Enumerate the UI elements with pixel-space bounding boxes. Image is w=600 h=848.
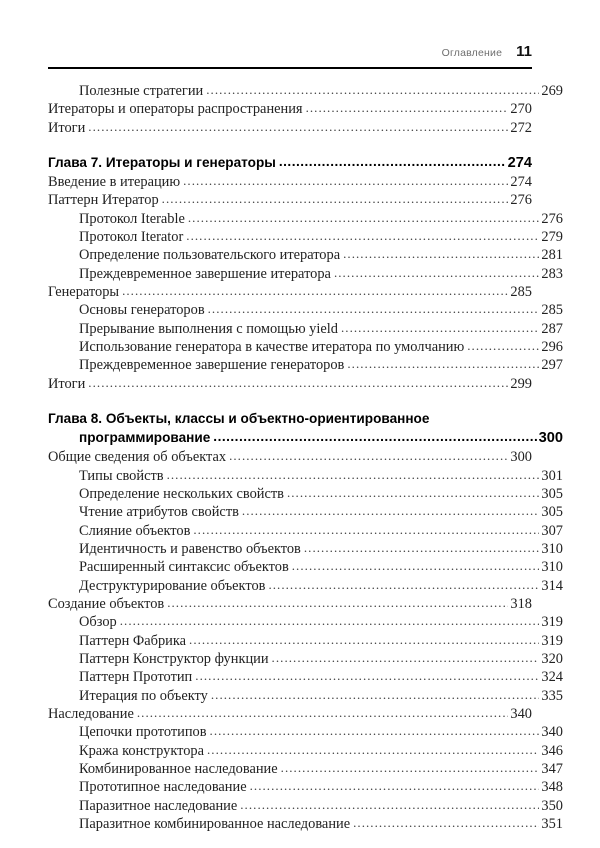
leader-dots: [347, 355, 539, 373]
toc-entry-page: 272: [510, 119, 532, 136]
header-rule: [48, 67, 532, 69]
leader-dots: [88, 118, 508, 136]
toc-entry-label: Типы свойств: [79, 467, 164, 484]
toc-entry-page: 287: [541, 320, 563, 337]
toc-entry-label: Протокол Iterable: [79, 210, 185, 227]
toc-entry-row[interactable]: [48, 375, 532, 393]
toc-chapter-row[interactable]: [48, 153, 532, 173]
leader-dots: [279, 152, 506, 171]
toc-entry-page: 319: [541, 632, 563, 649]
toc-entry-label: Паттерн Прототип: [79, 669, 193, 686]
toc-entry-row[interactable]: [48, 283, 532, 301]
toc-entry-label: Итоги: [48, 119, 86, 136]
toc-entry-page: 270: [510, 101, 532, 118]
toc-entry-page: 310: [541, 559, 563, 576]
leader-dots: [183, 172, 508, 190]
page-folio: 11: [516, 43, 532, 60]
toc-entry-label: Паттерн Фабрика: [79, 632, 187, 649]
leader-dots: [210, 722, 540, 740]
toc-entry-page: 300: [510, 449, 532, 466]
toc-entry-label: программирование: [79, 430, 211, 446]
toc-entry-label: Слияние объектов: [79, 522, 191, 539]
toc-entry-row[interactable]: [48, 632, 563, 650]
leader-dots: [268, 576, 539, 594]
toc-entry-label: Определение пользовательского итератора: [79, 247, 341, 264]
toc-entry-page: 279: [541, 229, 563, 246]
toc-entry-label: Итераторы и операторы распространения: [48, 101, 303, 118]
toc-entry-row[interactable]: [48, 668, 563, 686]
toc-entry-row[interactable]: [48, 210, 563, 228]
toc-entry-page: 318: [510, 595, 532, 612]
leader-dots: [167, 594, 508, 612]
toc-entry-row[interactable]: [48, 650, 563, 668]
toc-entry-row[interactable]: [48, 742, 563, 760]
toc-entry-label: Протокол Iterator: [79, 229, 184, 246]
leader-dots: [211, 686, 540, 704]
leader-dots: [341, 319, 539, 337]
toc-entry-row[interactable]: [48, 448, 532, 466]
toc-entry-row[interactable]: [48, 503, 563, 521]
toc-entry-row[interactable]: [48, 100, 532, 118]
toc-chapter-row[interactable]: [48, 428, 563, 448]
leader-dots: [272, 649, 540, 667]
toc-entry-row[interactable]: [48, 778, 563, 796]
leader-dots: [88, 374, 508, 392]
toc-entry-page: 305: [541, 485, 563, 502]
toc-entry-page: 269: [541, 83, 563, 99]
toc-entry-label: Паттерн Итератор: [48, 192, 159, 209]
toc-entry-row[interactable]: [48, 467, 563, 485]
toc-entry-row[interactable]: [48, 301, 563, 319]
toc-entry-row[interactable]: [48, 613, 563, 631]
toc-entry-row[interactable]: [48, 485, 563, 503]
toc-entry-row[interactable]: [48, 687, 563, 705]
leader-dots: [229, 447, 508, 465]
leader-dots: [208, 300, 540, 318]
toc-entry-row[interactable]: [48, 723, 563, 741]
toc-entry-page: 319: [541, 614, 563, 631]
toc-entry-page: 299: [510, 375, 532, 392]
toc-entry-label: Преждевременное завершение итератора: [79, 265, 331, 282]
toc-entry-row[interactable]: [48, 760, 563, 778]
leader-dots: [120, 612, 540, 630]
toc-entry-page: 296: [541, 339, 563, 356]
toc-entry-label: Комбинированное наследование: [79, 761, 278, 777]
toc-chapter-heading[interactable]: [48, 409, 532, 428]
toc-entry-label: Идентичность и равенство объектов: [79, 540, 301, 557]
table-of-contents: [48, 82, 563, 833]
running-head-title: Оглавление: [441, 47, 503, 59]
toc-entry-page: 300: [538, 430, 563, 447]
leader-dots: [304, 539, 540, 557]
leader-dots: [195, 667, 539, 685]
toc-entry-label: Паттерн Конструктор функции: [79, 650, 269, 667]
toc-entry-page: 301: [541, 467, 563, 484]
toc-entry-row[interactable]: [48, 595, 532, 613]
toc-entry-row[interactable]: [48, 265, 563, 283]
leader-dots: [292, 557, 540, 575]
toc-entry-label: Глава 8. Объекты, классы и объектно-ориентированное: [48, 411, 430, 427]
toc-entry-page: 274: [510, 174, 532, 191]
toc-entry-page: 285: [541, 302, 563, 319]
toc-entry-page: 320: [541, 650, 563, 667]
toc-entry-label: Паразитное наследование: [79, 797, 238, 814]
toc-entry-page: 335: [541, 687, 563, 704]
toc-entry-label: Прототипное наследование: [79, 779, 247, 796]
toc-entry-page: 285: [510, 284, 532, 301]
toc-entry-row[interactable]: [48, 540, 563, 558]
leader-dots: [167, 466, 540, 484]
leader-dots: [162, 190, 509, 208]
toc-entry-label: Создание объектов: [48, 595, 165, 612]
leader-dots: [467, 337, 539, 355]
toc-entry-label: Преждевременное завершение генераторов: [79, 357, 345, 374]
leader-dots: [213, 427, 536, 446]
toc-entry-row[interactable]: [48, 815, 563, 833]
toc-entry-page: 350: [541, 797, 563, 814]
leader-dots: [207, 741, 539, 759]
toc-entry-page: 276: [541, 210, 563, 227]
toc-entry-label: Основы генераторов: [79, 302, 205, 319]
toc-entry-page: 340: [541, 724, 563, 741]
toc-entry-page: 305: [541, 504, 563, 521]
leader-dots: [306, 99, 509, 117]
leader-dots: [240, 796, 539, 814]
toc-entry-label: Определение нескольких свойств: [79, 485, 284, 502]
toc-entry-label: Чтение атрибутов свойств: [79, 504, 239, 521]
toc-entry-label: Кража конструктора: [79, 742, 204, 759]
toc-entry-label: Паразитное комбинированное наследование: [79, 816, 351, 833]
toc-entry-label: Цепочки прототипов: [79, 724, 207, 741]
toc-entry-label: Итерация по объекту: [79, 687, 208, 704]
toc-entry-row[interactable]: [48, 577, 563, 595]
toc-entry-page: 307: [541, 522, 563, 539]
leader-dots: [242, 502, 540, 520]
toc-entry-page: 340: [510, 705, 532, 722]
toc-entry-row[interactable]: [48, 119, 532, 137]
toc-entry-row[interactable]: [48, 558, 563, 576]
toc-entry-page: 348: [541, 779, 563, 796]
toc-entry-page: 347: [541, 761, 563, 777]
toc-entry-page: 276: [510, 192, 532, 209]
running-head: [48, 44, 532, 66]
toc-entry-row[interactable]: [48, 338, 563, 356]
toc-entry-label: Итоги: [48, 375, 86, 392]
toc-entry-label: Наследование: [48, 705, 134, 722]
toc-entry-page: 310: [541, 540, 563, 557]
toc-entry-page: 283: [541, 265, 563, 282]
toc-entry-page: 274: [507, 155, 532, 172]
leader-dots: [334, 264, 539, 282]
leader-dots: [193, 521, 539, 539]
toc-entry-label: Использование генератора в качестве итератора по умолчанию: [79, 339, 465, 356]
leader-dots: [189, 631, 539, 649]
toc-entry-row[interactable]: [48, 356, 563, 374]
toc-entry-row[interactable]: [48, 705, 532, 723]
toc-entry-row[interactable]: [48, 228, 563, 246]
toc-entry-label: Общие сведения об объектах: [48, 449, 227, 466]
leader-dots: [206, 81, 539, 99]
leader-dots: [353, 814, 539, 832]
toc-entry-row[interactable]: [48, 522, 563, 540]
toc-entry-row[interactable]: [48, 82, 563, 100]
leader-dots: [186, 227, 539, 245]
leader-dots: [343, 245, 539, 263]
leader-dots: [281, 759, 540, 777]
toc-entry-label: Глава 7. Итераторы и генераторы: [48, 155, 276, 171]
toc-entry-page: 351: [541, 816, 563, 833]
toc-entry-row[interactable]: [48, 797, 563, 815]
toc-entry-label: Деструктурирование объектов: [79, 577, 266, 594]
toc-entry-row[interactable]: [48, 246, 563, 264]
toc-entry-page: 346: [541, 742, 563, 759]
toc-entry-label: Расширенный синтаксис объектов: [79, 559, 289, 576]
toc-entry-page: 324: [541, 669, 563, 686]
toc-entry-page: 297: [541, 357, 563, 374]
toc-entry-row[interactable]: [48, 191, 532, 209]
toc-entry-label: Прерывание выполнения с помощью yield: [79, 320, 338, 337]
toc-entry-label: Полезные стратегии: [79, 83, 204, 99]
toc-entry-row[interactable]: [48, 320, 563, 338]
leader-dots: [137, 704, 509, 722]
leader-dots: [250, 777, 540, 795]
toc-entry-row[interactable]: [48, 173, 532, 191]
toc-entry-label: Обзор: [79, 614, 117, 631]
toc-entry-page: 281: [541, 247, 563, 264]
leader-dots: [188, 209, 540, 227]
toc-entry-label: Введение в итерацию: [48, 174, 181, 191]
toc-entry-page: 314: [541, 577, 563, 594]
leader-dots: [287, 484, 539, 502]
leader-dots: [122, 282, 508, 300]
toc-entry-label: Генераторы: [48, 284, 120, 301]
